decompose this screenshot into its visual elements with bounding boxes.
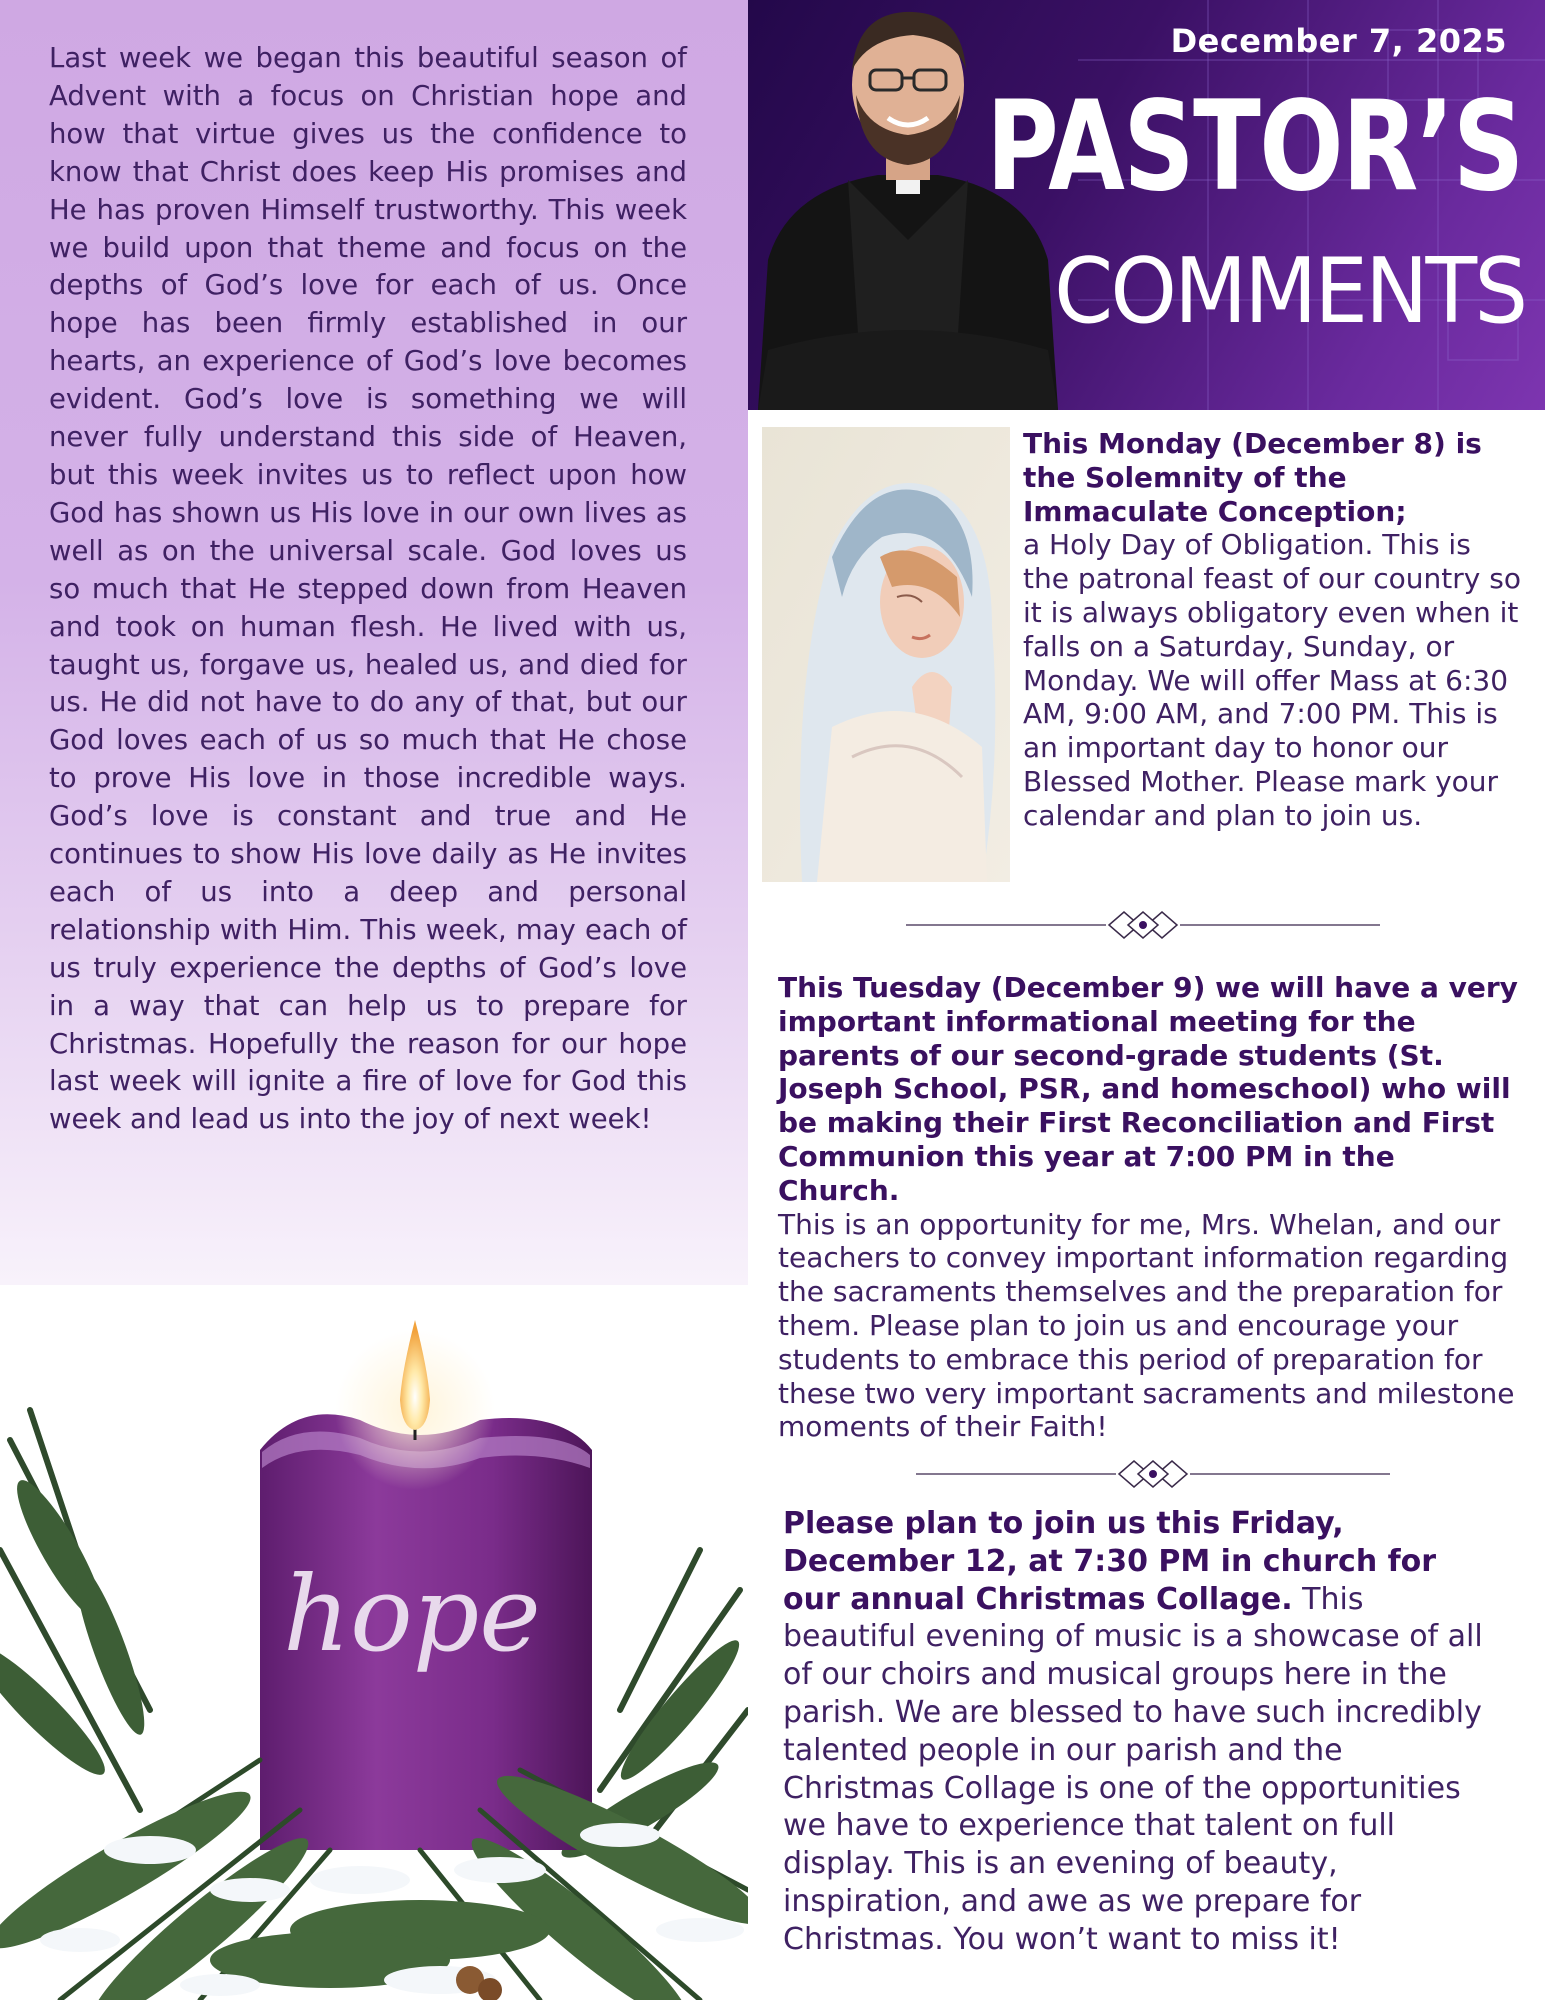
section-divider (916, 1454, 1390, 1494)
tuesday-announcement (778, 971, 1518, 1444)
tuesday-body: This is an opportunity for me, Mrs. Whelan, and our teachers to convey important information regarding the sacraments themselves and the preparation for them. Please plan to join us and encourage your students to embrace this period of preparation for these two very important sacraments and milestone moments of their Faith! (778, 1207, 1515, 1444)
tuesday-lead: This Tuesday (December 9) we will have a very important informational meeting for the parents of our second-grade students (St. Joseph School, PSR, and homeschool) who will be making their First Reconciliation and First Communion this year at 7:00 PM in the Church. (778, 971, 1518, 1207)
intro-text: Last week we began this beautiful season of Advent with a focus on Christian hope and how that virtue gives us the confidence to know that Christ does keep His promises and He has proven Himself trustworthy. This week we build upon that theme and focus on the depths of God’s love for each of us. Once hope has been firmly established in our hearts, an experience of God’s love becomes evident. God’s love is something we will never fully understand this side of Heaven, but this week invites us to reflect upon how God has shown us His love in our own lives as well as on the universal scale. God loves us so much that He stepped down from Heaven and took on human flesh. He lived with us, taught us, forgave us, healed us, and died for us. He did not have to do any of that, but our God loves each of us so much that He chose to prove His love in those incredible ways. God’s love is constant and true and He continues to show His love daily as He invites each of us into a deep and personal relationship with Him. This week, may each of us truly experience the depths of God’s love in a way that can help us to prepare for Christmas. Hopefully the reason for our hope last week will ignite a fire of love for God this week and lead us into the joy of next week! (49, 42, 687, 1136)
friday-lead: Please plan to join us this Friday, December 12, at 7:30 PM in church for our annual Christmas Collage. (783, 1506, 1437, 1617)
monday-lead: This Monday (December 8) is the Solemnity of the Immaculate Conception; (1023, 427, 1482, 528)
blessed-mother-image (762, 427, 1010, 882)
intro-panel (0, 0, 748, 1285)
monday-body: a Holy Day of Obligation. This is the patronal feast of our country so it is always obligatory even when it falls on a Saturday, Sunday, or Monday. We will offer Mass at 6:30 AM, 9:00 AM, and 7:00 PM. This is an important day to honor our Blessed Mother. Please mark your calendar and plan to join us. (1023, 528, 1521, 832)
issue-date: December 7, 2025 (1170, 22, 1507, 60)
header-banner (748, 0, 1545, 410)
friday-announcement (783, 1505, 1503, 1959)
section-divider (906, 905, 1380, 945)
friday-body: This beautiful evening of music is a showcase of all of our choirs and musical groups here in the parish. We are blessed to have such incredibly talented people in our parish and the Christmas Collage is one of the opportunities we have to experience that talent on full display. This is an evening of beauty, inspiration, and awe as we prepare for Christmas. You won’t want to miss it! (783, 1581, 1483, 1957)
monday-announcement (1023, 427, 1523, 833)
advent-candle-image (0, 1290, 748, 2000)
page-title: PASTOR’S (986, 75, 1523, 219)
candle-word: hope (283, 1553, 541, 1675)
page-subtitle: COMMENTS (1053, 239, 1525, 344)
